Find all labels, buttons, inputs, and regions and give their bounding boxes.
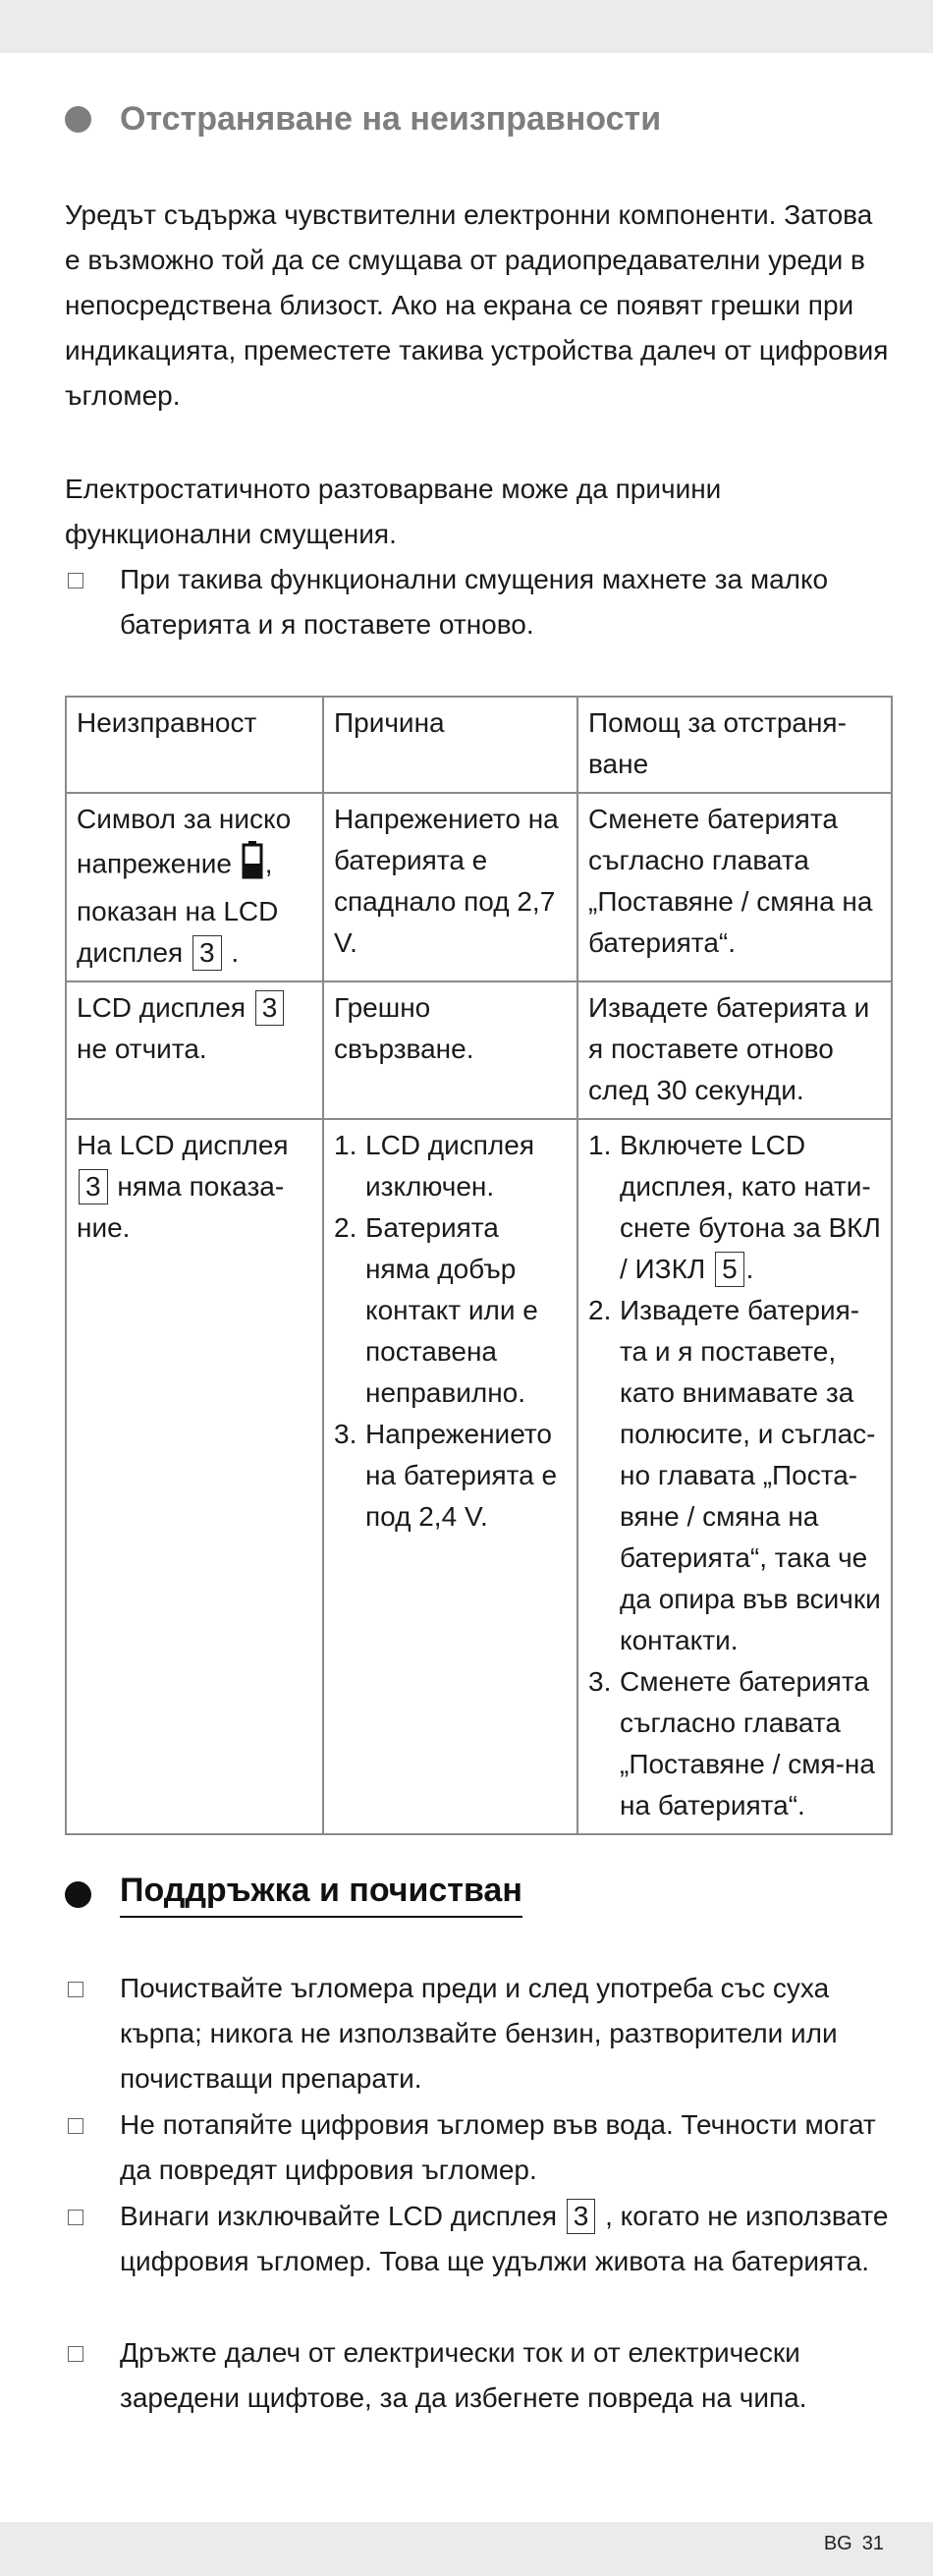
reference-number: 5	[715, 1252, 744, 1287]
fault-text: На LCD дисплея	[77, 1130, 289, 1160]
section-title: Поддръжка и почистван	[120, 1872, 522, 1918]
header-cause: Причина	[323, 697, 577, 793]
list-item	[65, 2330, 900, 2421]
troubleshooting-table	[65, 696, 893, 1835]
list-text: LCD дисплея изключен.	[365, 1130, 535, 1202]
list-number: 1.	[334, 1130, 357, 1160]
list-text: Напрежението на батерията е под 2,4 V.	[365, 1419, 558, 1532]
list-number: 2.	[588, 1295, 612, 1325]
table-row	[66, 981, 892, 1119]
language-code: BG	[823, 2533, 852, 2554]
list-item-text: Почиствайте ъгломера преди и след употреба със суха кърпа; никога не използвайте бензин, разтворители или почистващи препарати.	[120, 1973, 838, 2094]
page-footer	[814, 2533, 884, 2555]
remedy-text: .	[745, 1254, 754, 1284]
header-fault: Неизправност	[66, 697, 323, 793]
list-item	[65, 2194, 900, 2284]
checkbox-bullet-icon	[68, 2210, 83, 2225]
list-number: 3.	[588, 1666, 612, 1697]
list-text	[620, 1125, 881, 1290]
section-title: Отстраняване на неизправности	[120, 100, 662, 138]
list-item	[334, 1125, 567, 1207]
list-text: Сменете батерията съгласно главата „Поставяне / смя-на на батерията“.	[620, 1666, 875, 1820]
table-row	[66, 793, 892, 981]
section-bullet-icon	[65, 1881, 91, 1908]
section-bullet-icon	[65, 106, 91, 133]
fault-text: не отчита.	[77, 1034, 207, 1064]
page-number: 31	[861, 2533, 884, 2554]
list-item	[588, 1125, 881, 1290]
list-text: Батерията няма добър контакт или е поставена неправилно.	[365, 1212, 538, 1408]
list-text: , когато не използвате цифровия ъгломер. Това ще удължи живота на батерията.	[120, 2201, 889, 2276]
list-item	[334, 1207, 567, 1414]
list-item-text	[120, 2194, 900, 2284]
cause-list	[334, 1125, 567, 1538]
fault-cell	[66, 1119, 323, 1834]
table-row	[66, 1119, 892, 1834]
list-number: 2.	[334, 1212, 357, 1243]
fault-text: LCD дисплея	[77, 992, 253, 1023]
list-text: Винаги изключвайте LCD дисплея	[120, 2201, 565, 2231]
fault-text: .	[223, 937, 240, 968]
cause-cell: Напрежението на батерията е спаднало под 2,7 V.	[323, 793, 577, 981]
list-item	[65, 1966, 900, 2101]
section-heading-troubleshooting	[65, 100, 661, 139]
section-heading-maintenance	[65, 1872, 522, 1918]
list-number: 3.	[334, 1419, 357, 1449]
list-item-text: Дръжте далеч от електрически ток и от електрически заредени щифтове, за да избегнете повреда на чипа.	[120, 2337, 807, 2413]
remedy-text: Включете LCD дисплея, като нати-снете бутона за ВКЛ / ИЗКЛ	[620, 1130, 881, 1284]
list-number: 1.	[588, 1130, 612, 1160]
cause-cell	[323, 1119, 577, 1834]
list-item	[334, 1414, 567, 1538]
list-item	[65, 2102, 900, 2193]
remedy-cell	[577, 1119, 892, 1834]
remedy-list	[588, 1125, 881, 1826]
intro-paragraph: Уредът съдържа чувствителни електронни компоненти. Затова е възможно той да се смущава от радиопредавателни уреди в непосредствена близост. Ако на екрана се появят грешки при индикацията, преместете такива устройства далеч от цифровия ъгломер.	[65, 199, 889, 411]
checkbox-bullet-icon	[68, 573, 83, 588]
checkbox-bullet-icon	[68, 2118, 83, 2134]
fault-text: Символ за ниско напрежение	[77, 804, 292, 879]
list-item-text: Не потапяйте цифровия ъгломер във вода. Течности могат да повредят цифровия ъгломер.	[120, 2109, 876, 2185]
bottom-band	[0, 2522, 933, 2576]
checkbox-bullet-icon	[68, 2346, 83, 2362]
fault-cell	[66, 981, 323, 1119]
header-remedy: Помощ за отстраня-ване	[577, 697, 892, 793]
list-item-text: При такива функционални смущения махнете за малко батерията и я поставете отново.	[120, 564, 829, 640]
table-header-row	[66, 697, 892, 793]
list-item	[588, 1290, 881, 1661]
reference-number: 3	[567, 2199, 596, 2234]
list-item	[588, 1661, 881, 1826]
list-item	[65, 557, 900, 647]
fault-text: няма показа-ние.	[77, 1171, 285, 1243]
reference-number: 3	[255, 990, 285, 1026]
reference-number: 3	[79, 1169, 108, 1204]
top-band	[0, 0, 933, 53]
cause-cell: Грешно свързване.	[323, 981, 577, 1119]
fault-text: , показан на LCD дисплея	[77, 848, 279, 968]
fault-cell	[66, 793, 323, 981]
checkbox-bullet-icon	[68, 1982, 83, 1997]
list-text: Извадете батерия-та и я поставете, като внимавате за полюсите, и съглас-но главата „Поста-вяне / смяна на батерията“, така че да опира във всички контакти.	[620, 1295, 881, 1655]
reference-number: 3	[192, 935, 222, 971]
remedy-cell: Сменете батерията съгласно главата „Поставяне / смяна на батерията“.	[577, 793, 892, 981]
esd-paragraph: Електростатичното разтоварване може да причини функционални смущения.	[65, 474, 722, 549]
battery-low-icon	[242, 840, 263, 891]
remedy-cell: Извадете батерията и я поставете отново след 30 секунди.	[577, 981, 892, 1119]
